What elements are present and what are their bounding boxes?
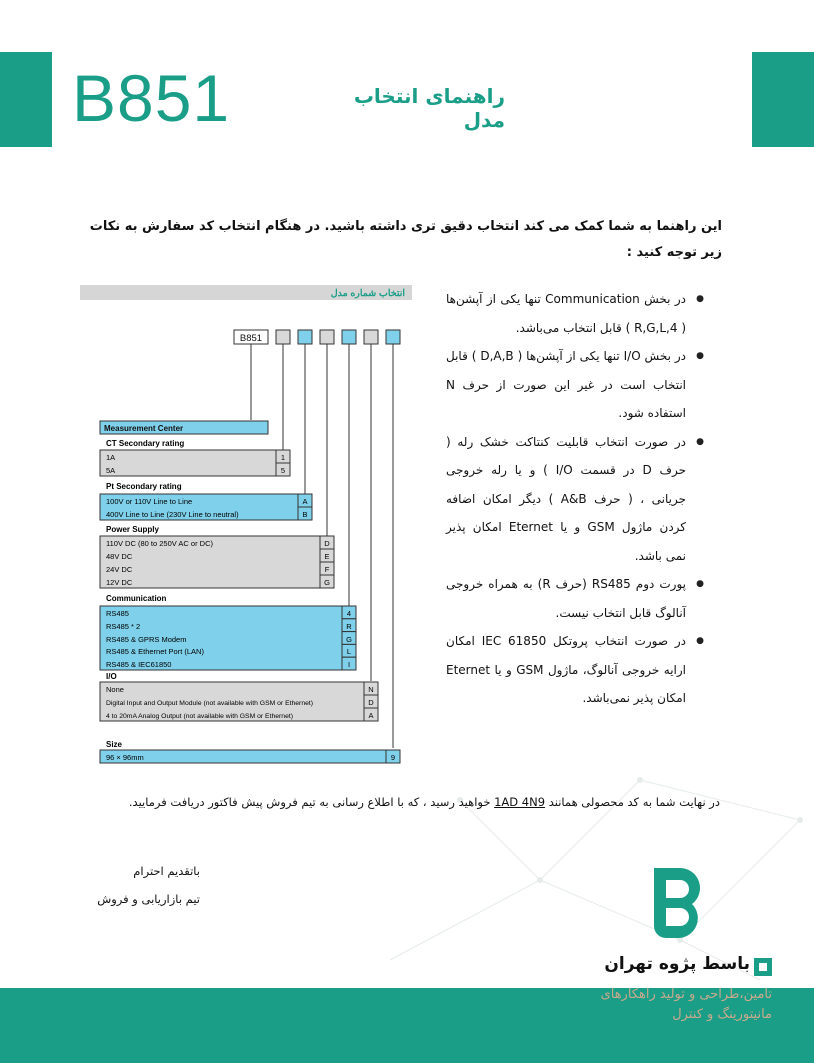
power-code: F	[324, 565, 330, 574]
size-code: 9	[390, 753, 396, 762]
section-title-ct: CT Secondary rating	[106, 439, 185, 448]
comm-row: RS485 & IEC61850	[106, 660, 172, 669]
diagram-heading: انتخاب شماره مدل	[330, 288, 405, 299]
power-row: 110V DC (80 to 250V AC or DC)	[106, 539, 213, 548]
final-before: در نهایت شما به کد محصولی همانند	[548, 795, 720, 809]
power-row: 24V DC	[106, 565, 133, 574]
power-row: 48V DC	[106, 552, 133, 561]
pt-code: B	[302, 510, 308, 519]
comm-code: I	[347, 660, 351, 669]
diagram-svg	[80, 283, 412, 773]
comm-code: G	[346, 635, 352, 644]
code-prefix: B851	[239, 333, 263, 344]
io-row: 4 to 20mA Analog Output (not available with GSM or Ethernet)	[106, 713, 294, 720]
company-name: باسط پژوه تهران	[604, 954, 750, 974]
tagline-line-2: مانیتورینگ و کنترل	[672, 1007, 772, 1022]
power-code: G	[324, 578, 330, 587]
model-title: B851	[72, 61, 231, 135]
size-row: 96 × 96mm	[106, 753, 144, 762]
comm-code: L	[346, 647, 352, 656]
section-title-io: I/O	[106, 672, 117, 681]
notes-list	[446, 285, 710, 713]
section-title-size: Size	[106, 740, 123, 749]
power-code: E	[324, 552, 330, 561]
section-title-power: Power Supply	[106, 525, 159, 534]
pt-code: A	[302, 497, 308, 506]
io-code: D	[368, 698, 374, 707]
tagline-line-1: تامین،طراحی و تولید راهکارهای	[600, 987, 772, 1002]
comm-row: RS485	[106, 609, 129, 618]
io-code: A	[368, 711, 374, 720]
io-code: N	[368, 685, 374, 694]
logo-icon	[640, 862, 720, 942]
power-row: 12V DC	[106, 578, 133, 587]
section-title-pt: Pt Secondary rating	[106, 482, 182, 491]
ct-code: 1	[280, 453, 286, 462]
intro-text: این راهنما به شما کمک می کند انتخاب دقیق تری داشته باشید. در هنگام انتخاب کد سفارش به نکات زیر توجه کنید :	[89, 219, 722, 260]
final-text	[112, 792, 720, 812]
brand-mark-icon	[752, 956, 774, 982]
section-title-communication: Communication	[106, 594, 167, 603]
example-code: 1AD 4N9	[494, 795, 546, 809]
page-title: راهنمای انتخاب مدل	[353, 84, 505, 132]
final-after: خواهید رسید ، که با اطلاع رسانی به تیم فروش پیش فاکتور دریافت فرمایید.	[128, 795, 491, 809]
list-item: ● در بخش I/O تنها یکی از آپشن‌ها ( D,A,B ) قابل انتخاب است در غیر این صورت از حرف N استفاده شود.	[446, 342, 710, 428]
comm-row: RS485 * 2	[106, 622, 141, 631]
list-item: ● پورت دوم RS485 (حرف R) به همراه خروجی آنالوگ قابل انتخاب نیست.	[446, 570, 710, 627]
list-item: ● در بخش Communication تنها یکی از آپشن‌ها ( 4,R,G,L ) قابل انتخاب می‌باشد.	[446, 285, 710, 342]
comm-code: R	[346, 622, 352, 631]
ct-code: 5	[280, 466, 286, 475]
ct-row: 5A	[106, 466, 116, 475]
ct-row: 1A	[106, 453, 116, 462]
list-item: ● در صورت انتخاب پروتکل IEC 61850 امکان ارایه خروجی آنالوگ، ماژول GSM و یا Eternet امکان پذیر نمی‌باشد.	[446, 627, 710, 713]
power-code: D	[324, 539, 330, 548]
comm-row: RS485 & Ethernet Port (LAN)	[106, 647, 204, 656]
comm-code: 4	[346, 609, 352, 618]
comm-row: RS485 & GPRS Modem	[106, 635, 187, 644]
company-logo	[640, 862, 720, 946]
io-row: Digital Input and Output Module (not available with GSM or Ethernet)	[106, 700, 314, 707]
list-item: ● در صورت انتخاب قابلیت کنتاکت خشک رله ( حرف D در قسمت I/O ) و یا رله خروجی جریانی ، ( حرف A&B ) دیگر امکان اضافه کردن ماژول GSM و یا Eternet امکان پذیر نمی باشد.	[446, 428, 710, 571]
pt-row: 100V or 110V Line to Line	[106, 497, 193, 506]
signature-line-1: باتقدیم احترام	[133, 864, 200, 878]
section-title-measurement: Measurement Center	[104, 424, 184, 433]
pt-row: 400V Line to Line (230V Line to neutral)	[106, 510, 239, 519]
model-selection-diagram	[80, 283, 412, 777]
signature-line-2: تیم بازاریابی و فروش	[97, 892, 200, 906]
io-row: None	[106, 685, 124, 694]
